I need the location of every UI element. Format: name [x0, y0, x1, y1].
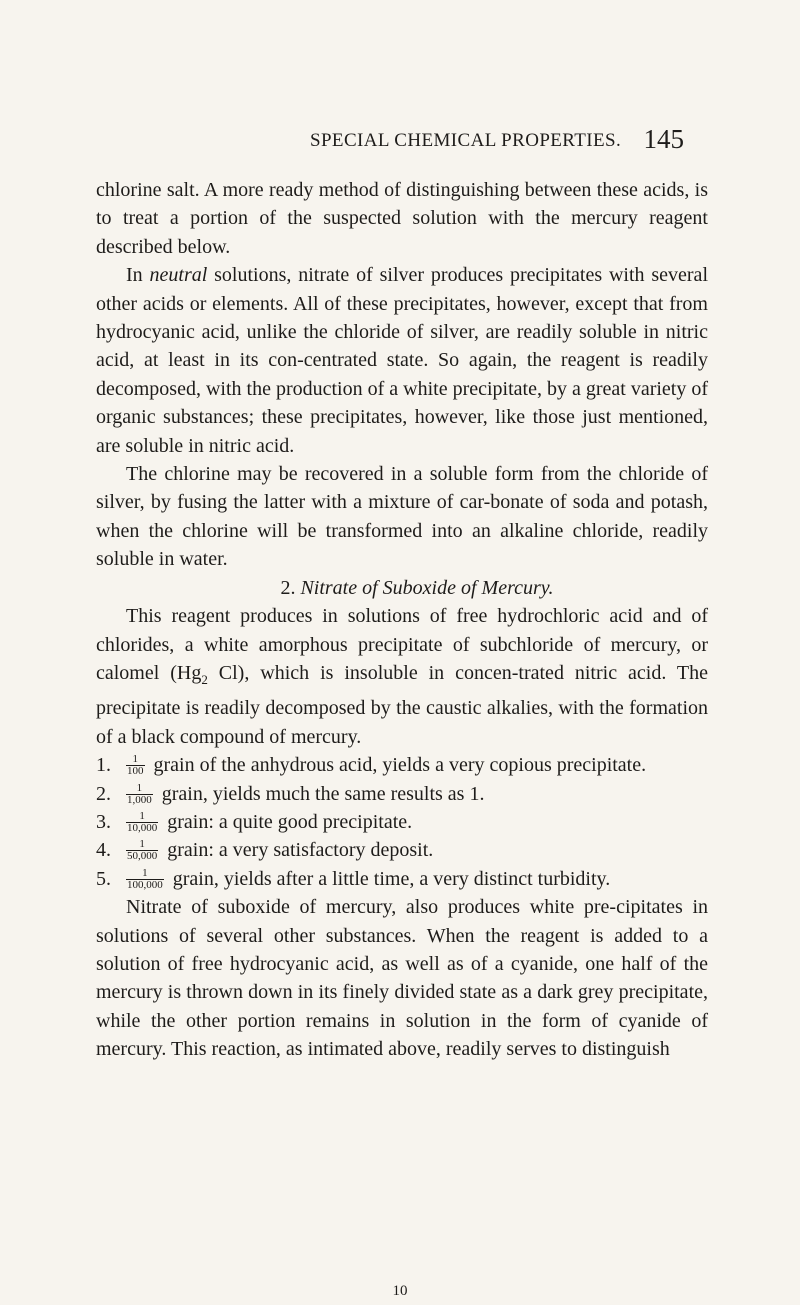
fraction [126, 811, 158, 834]
fraction-numerator: 1 [126, 868, 164, 880]
fraction-denominator: 100 [127, 765, 144, 778]
list-text: grain: a very satisfactory deposit. [167, 839, 434, 862]
list-item [96, 836, 708, 864]
signature-mark: 10 [392, 1283, 408, 1299]
paragraph-continued: chlorine salt. A more ready method of distinguishing between these acids, is to treat a portion of the suspected solution with the mercury reagent described below. [96, 179, 708, 258]
reagent-text-a: This reagent produces in solutions of free hydrochloric acid and of chlorides, a white amorphous precipitate of subchloride of mercury, or calomel (Hg [96, 605, 708, 684]
list-number: 4. [96, 839, 111, 862]
fraction-denominator: 50,000 [127, 850, 158, 863]
list-text: grain: a quite good precipitate. [167, 810, 413, 833]
page-header [0, 124, 800, 160]
emphasis-neutral: neutral [149, 264, 208, 287]
fraction [126, 839, 158, 862]
fraction-numerator: 1 [126, 811, 158, 823]
paragraph-lead: In [126, 264, 150, 287]
running-head: SPECIAL CHEMICAL PROPERTIES. [310, 130, 622, 151]
paragraph-rest: solutions, nitrate of silver produces precipitates with several other acids or elements. All of these precipitates, however, except that from hydrocyanic acid, unlike the chloride of silver, are readily soluble in nitric acid, at least in its con-centrated state. So again, the reagent is readily decomposed, with the production of a white precipitate, by a great variety of organic substances; these precipitates, however, like those just mentioned, are soluble in nitric acid. [96, 264, 709, 457]
body-text [96, 176, 708, 1064]
fraction-denominator: 10,000 [127, 821, 158, 834]
fraction-numerator: 1 [126, 783, 153, 795]
list-text: grain of the anhydrous acid, yields a very copious precipitate. [153, 754, 647, 777]
subscript: 2 [201, 671, 208, 687]
paragraph-closing: Nitrate of suboxide of mercury, also produces white pre-cipitates in solutions of several other substances. When the reagent is added to a solution of free hydrocyanic acid, as well as of a cyanide, one half of the mercury is thrown down in its finely divided state as a dark grey precipitate, while the other portion remains in solution in the form of cyanide of mercury. This reaction, as intimated above, readily serves to distinguish [96, 896, 708, 1061]
section-heading [96, 574, 708, 602]
fraction-denominator: 1,000 [127, 793, 152, 806]
list-item [96, 865, 708, 893]
fraction-numerator: 1 [126, 754, 145, 766]
section-title: Nitrate of Suboxide of Mercury. [300, 576, 554, 599]
fraction [126, 783, 153, 806]
fraction [126, 754, 145, 777]
list-item [96, 751, 708, 779]
list-number: 2. [96, 782, 111, 805]
list-text: grain, yields much the same results as 1. [161, 782, 485, 805]
list-number: 1. [96, 754, 111, 777]
paragraph-reagent [96, 602, 708, 751]
list-text: grain, yields after a little time, a very distinct turbidity. [172, 867, 611, 890]
fraction-denominator: 100,000 [127, 878, 163, 891]
list-item [96, 808, 708, 836]
paragraph-neutral-solutions [96, 261, 708, 460]
paragraph-recovery: The chlorine may be recovered in a soluble form from the chloride of silver, by fusing the latter with a mixture of car-bonate of soda and potash, when the chlorine will be transformed into an alkaline chloride, readily soluble in water. [96, 463, 708, 571]
page-number: 145 [643, 124, 684, 154]
fraction-numerator: 1 [126, 839, 158, 851]
reagent-text-b: Cl), which is insoluble in concen-trated nitric acid. The precipitate is readily decomposed by the caustic alkalies, with the formation of a black compound of mercury. [96, 661, 708, 748]
dilution-list [96, 751, 708, 893]
section-number: 2. [280, 576, 296, 599]
fraction [126, 868, 164, 891]
list-number: 5. [96, 867, 111, 890]
list-number: 3. [96, 810, 111, 833]
list-item [96, 780, 708, 808]
